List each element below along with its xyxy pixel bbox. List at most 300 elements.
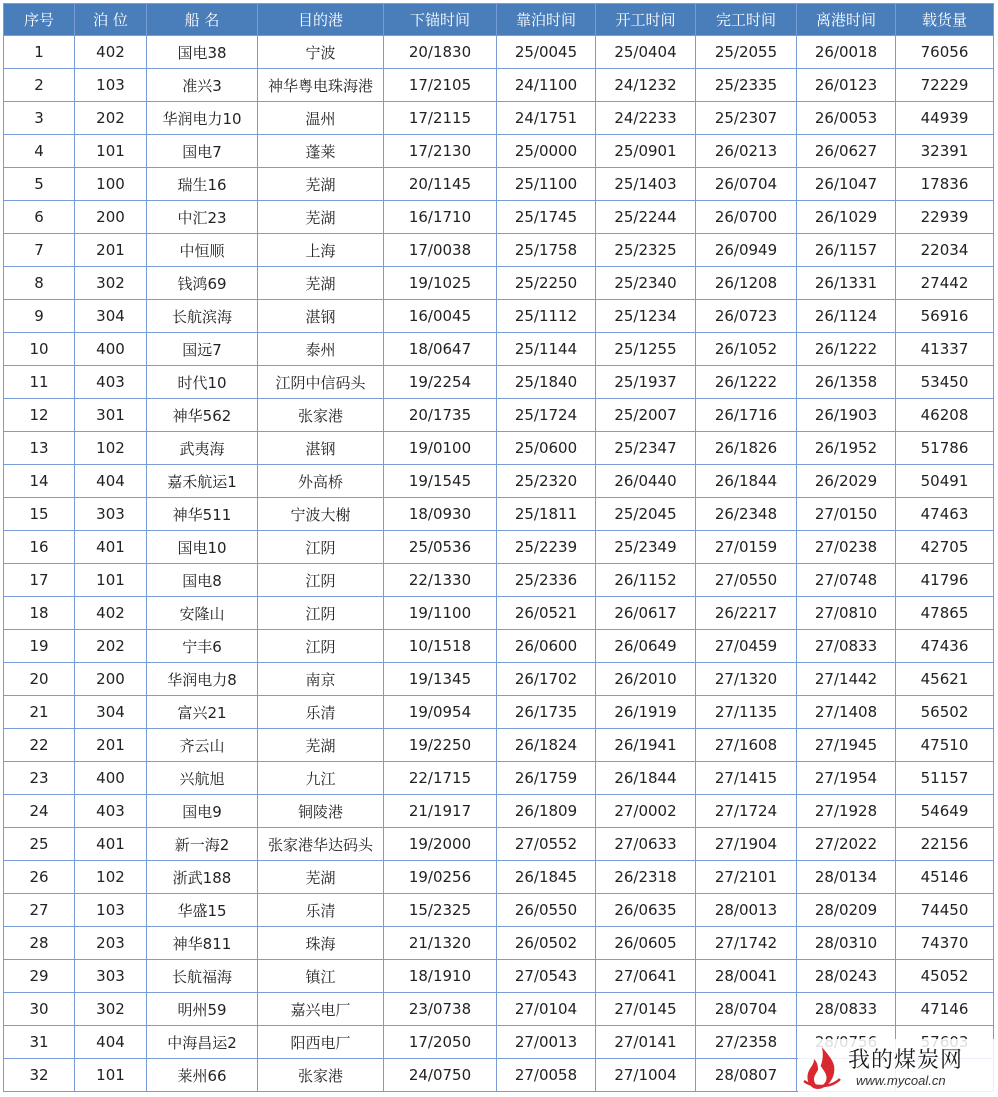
table-cell: 27/1135 — [696, 696, 797, 729]
table-cell: 26/1735 — [497, 696, 596, 729]
table-row — [4, 993, 994, 1026]
table-cell: 26/1826 — [696, 432, 797, 465]
table-cell: 24/1232 — [596, 69, 696, 102]
table-cell: 27/0833 — [797, 630, 896, 663]
table-cell: 27/1415 — [696, 762, 797, 795]
table-cell: 19/2254 — [384, 366, 497, 399]
table-cell: 26/0649 — [596, 630, 696, 663]
table-cell: 20 — [4, 663, 75, 696]
table-cell: 45621 — [896, 663, 994, 696]
table-row — [4, 432, 994, 465]
table-cell: 27 — [4, 894, 75, 927]
table-cell: 富兴21 — [147, 696, 258, 729]
table-cell: 404 — [75, 1026, 147, 1059]
table-cell: 27/2358 — [696, 1026, 797, 1059]
table-cell: 27/0058 — [497, 1059, 596, 1092]
table-cell: 30 — [4, 993, 75, 1026]
table-row — [4, 300, 994, 333]
table-cell: 张家港华达码头 — [258, 828, 384, 861]
table-cell: 19/2250 — [384, 729, 497, 762]
table-cell: 27/1904 — [696, 828, 797, 861]
table-cell: 19/1545 — [384, 465, 497, 498]
table-cell: 浙武188 — [147, 861, 258, 894]
column-header: 开工时间 — [596, 4, 696, 36]
table-cell: 10/1518 — [384, 630, 497, 663]
table-cell: 26/1358 — [797, 366, 896, 399]
table-cell: 24/1751 — [497, 102, 596, 135]
table-cell: 国电7 — [147, 135, 258, 168]
table-cell: 72229 — [896, 69, 994, 102]
table-cell: 47865 — [896, 597, 994, 630]
watermark — [798, 1039, 994, 1095]
table-cell: 泰州 — [258, 333, 384, 366]
table-cell: 47146 — [896, 993, 994, 1026]
table-cell: 103 — [75, 894, 147, 927]
table-row — [4, 234, 994, 267]
table-cell: 25/1811 — [497, 498, 596, 531]
table-cell: 26/1222 — [797, 333, 896, 366]
watermark-site-name: 我的煤炭网 — [848, 1048, 964, 1073]
table-cell: 74370 — [896, 927, 994, 960]
table-cell: 74450 — [896, 894, 994, 927]
table-cell: 长航福海 — [147, 960, 258, 993]
table-cell: 齐云山 — [147, 729, 258, 762]
column-header: 完工时间 — [696, 4, 797, 36]
table-cell: 9 — [4, 300, 75, 333]
table-cell: 28/0807 — [696, 1059, 797, 1092]
table-cell: 国电38 — [147, 36, 258, 69]
table-cell: 27/1608 — [696, 729, 797, 762]
watermark-url: www.mycoal.cn — [856, 1073, 946, 1088]
table-cell: 7 — [4, 234, 75, 267]
table-row — [4, 168, 994, 201]
table-cell: 400 — [75, 333, 147, 366]
table-cell: 27/0141 — [596, 1026, 696, 1059]
table-cell: 17/2105 — [384, 69, 497, 102]
table-cell: 4 — [4, 135, 75, 168]
table-body — [4, 36, 994, 1092]
table-cell: 45146 — [896, 861, 994, 894]
table-cell: 27/0159 — [696, 531, 797, 564]
table-cell: 400 — [75, 762, 147, 795]
table-cell: 21/1917 — [384, 795, 497, 828]
table-cell: 25/1403 — [596, 168, 696, 201]
table-row — [4, 696, 994, 729]
table-cell: 26/2217 — [696, 597, 797, 630]
table-cell: 26/0053 — [797, 102, 896, 135]
table-cell: 25/2055 — [696, 36, 797, 69]
table-cell: 26/2318 — [596, 861, 696, 894]
table-cell: 26/1919 — [596, 696, 696, 729]
table-cell: 27442 — [896, 267, 994, 300]
table-cell: 16 — [4, 531, 75, 564]
table-cell: 26/0123 — [797, 69, 896, 102]
table-cell: 101 — [75, 1059, 147, 1092]
table-cell: 27/1945 — [797, 729, 896, 762]
table-cell: 26/0635 — [596, 894, 696, 927]
table-cell: 神华811 — [147, 927, 258, 960]
table-cell: 17836 — [896, 168, 994, 201]
table-cell: 41337 — [896, 333, 994, 366]
table-cell: 26/1845 — [497, 861, 596, 894]
table-cell: 51157 — [896, 762, 994, 795]
table-cell: 26/1702 — [497, 663, 596, 696]
table-cell: 26/1716 — [696, 399, 797, 432]
table-row — [4, 267, 994, 300]
table-cell: 42705 — [896, 531, 994, 564]
table-cell: 外高桥 — [258, 465, 384, 498]
table-cell: 25/1112 — [497, 300, 596, 333]
table-cell: 25/0901 — [596, 135, 696, 168]
table-cell: 明州59 — [147, 993, 258, 1026]
table-cell: 25/1840 — [497, 366, 596, 399]
table-cell: 27/0543 — [497, 960, 596, 993]
table-row — [4, 927, 994, 960]
table-cell: 25/2250 — [497, 267, 596, 300]
table-cell: 国远7 — [147, 333, 258, 366]
table-cell: 安隆山 — [147, 597, 258, 630]
table-cell: 26/1222 — [696, 366, 797, 399]
table-cell: 102 — [75, 861, 147, 894]
table-cell: 长航滨海 — [147, 300, 258, 333]
table-cell: 8 — [4, 267, 75, 300]
table-cell: 200 — [75, 201, 147, 234]
table-cell: 17/2050 — [384, 1026, 497, 1059]
table-cell: 19/0100 — [384, 432, 497, 465]
table-cell: 27/0459 — [696, 630, 797, 663]
table-cell: 101 — [75, 135, 147, 168]
table-cell: 16/0045 — [384, 300, 497, 333]
table-cell: 302 — [75, 267, 147, 300]
column-header: 离港时间 — [797, 4, 896, 36]
table-cell: 26/0521 — [497, 597, 596, 630]
table-row — [4, 498, 994, 531]
table-cell: 27/2101 — [696, 861, 797, 894]
table-cell: 26/1124 — [797, 300, 896, 333]
table-cell: 26/0213 — [696, 135, 797, 168]
table-cell: 26/0550 — [497, 894, 596, 927]
table-cell: 2 — [4, 69, 75, 102]
table-cell: 芜湖 — [258, 729, 384, 762]
table-cell: 103 — [75, 69, 147, 102]
table-cell: 19/1100 — [384, 597, 497, 630]
table-cell: 25/2244 — [596, 201, 696, 234]
table-cell: 23 — [4, 762, 75, 795]
table-row — [4, 36, 994, 69]
table-cell: 26/1052 — [696, 333, 797, 366]
table-cell: 201 — [75, 234, 147, 267]
table-cell: 26/1759 — [497, 762, 596, 795]
table-header-row — [4, 4, 994, 36]
table-cell: 国电9 — [147, 795, 258, 828]
table-cell: 华盛15 — [147, 894, 258, 927]
table-cell: 25/1724 — [497, 399, 596, 432]
table-cell: 华润电力8 — [147, 663, 258, 696]
table-cell: 新一海2 — [147, 828, 258, 861]
table-cell: 25/1937 — [596, 366, 696, 399]
table-cell: 301 — [75, 399, 147, 432]
table-cell: 26/1208 — [696, 267, 797, 300]
table-cell: 26/1903 — [797, 399, 896, 432]
column-header: 船 名 — [147, 4, 258, 36]
table-cell: 26/0949 — [696, 234, 797, 267]
table-cell: 27/1004 — [596, 1059, 696, 1092]
table-cell: 25/0045 — [497, 36, 596, 69]
table-cell: 24/2233 — [596, 102, 696, 135]
table-cell: 湛钢 — [258, 432, 384, 465]
table-cell: 17/0038 — [384, 234, 497, 267]
table-cell: 202 — [75, 630, 147, 663]
table-cell: 26/0617 — [596, 597, 696, 630]
ship-schedule-table — [3, 3, 994, 1092]
table-cell: 3 — [4, 102, 75, 135]
table-cell: 102 — [75, 432, 147, 465]
table-cell: 32391 — [896, 135, 994, 168]
table-cell: 25/2320 — [497, 465, 596, 498]
table-row — [4, 960, 994, 993]
table-cell: 江阴 — [258, 597, 384, 630]
table-cell: 26/0605 — [596, 927, 696, 960]
table-cell: 100 — [75, 168, 147, 201]
table-cell: 上海 — [258, 234, 384, 267]
table-cell: 18/1910 — [384, 960, 497, 993]
table-cell: 25/2340 — [596, 267, 696, 300]
table-cell: 27/0748 — [797, 564, 896, 597]
table-cell: 22156 — [896, 828, 994, 861]
table-cell: 22/1715 — [384, 762, 497, 795]
table-cell: 25/2325 — [596, 234, 696, 267]
table-cell: 神华粤电珠海港 — [258, 69, 384, 102]
table-cell: 宁波大榭 — [258, 498, 384, 531]
table-cell: 宁波 — [258, 36, 384, 69]
table-cell: 兴航旭 — [147, 762, 258, 795]
table-cell: 302 — [75, 993, 147, 1026]
table-cell: 1 — [4, 36, 75, 69]
table-cell: 26/1152 — [596, 564, 696, 597]
table-cell: 25/1745 — [497, 201, 596, 234]
table-row — [4, 894, 994, 927]
table-cell: 56916 — [896, 300, 994, 333]
table-cell: 27/1928 — [797, 795, 896, 828]
table-cell: 203 — [75, 927, 147, 960]
table-cell: 28/0041 — [696, 960, 797, 993]
table-cell: 27/1442 — [797, 663, 896, 696]
table-cell: 402 — [75, 597, 147, 630]
table-cell: 27/0810 — [797, 597, 896, 630]
table-cell: 47436 — [896, 630, 994, 663]
table-cell: 27/0013 — [497, 1026, 596, 1059]
column-header: 载货量 — [896, 4, 994, 36]
table-cell: 28/0243 — [797, 960, 896, 993]
table-cell: 江阴中信码头 — [258, 366, 384, 399]
table-cell: 26/0627 — [797, 135, 896, 168]
table-cell: 402 — [75, 36, 147, 69]
table-row — [4, 630, 994, 663]
table-cell: 25/0600 — [497, 432, 596, 465]
table-cell: 28/0134 — [797, 861, 896, 894]
table-cell: 24 — [4, 795, 75, 828]
table-cell: 19 — [4, 630, 75, 663]
table-cell: 27/0145 — [596, 993, 696, 1026]
table-row — [4, 399, 994, 432]
table-cell: 32 — [4, 1059, 75, 1092]
table-row — [4, 663, 994, 696]
table-cell: 5 — [4, 168, 75, 201]
table-cell: 54649 — [896, 795, 994, 828]
table-cell: 24/1100 — [497, 69, 596, 102]
table-cell: 25/0536 — [384, 531, 497, 564]
table-cell: 45052 — [896, 960, 994, 993]
table-cell: 张家港 — [258, 1059, 384, 1092]
table-cell: 芜湖 — [258, 267, 384, 300]
table-cell: 19/1345 — [384, 663, 497, 696]
table-cell: 26/0704 — [696, 168, 797, 201]
table-cell: 28/0704 — [696, 993, 797, 1026]
table-cell: 27/1408 — [797, 696, 896, 729]
table-cell: 23/0738 — [384, 993, 497, 1026]
table-cell: 张家港 — [258, 399, 384, 432]
table-cell: 27/0238 — [797, 531, 896, 564]
table-row — [4, 135, 994, 168]
table-cell: 101 — [75, 564, 147, 597]
table-row — [4, 597, 994, 630]
table-cell: 27/1954 — [797, 762, 896, 795]
table-cell: 26/0018 — [797, 36, 896, 69]
table-cell: 江阴 — [258, 531, 384, 564]
table-row — [4, 201, 994, 234]
table-cell: 乐清 — [258, 696, 384, 729]
table-row — [4, 366, 994, 399]
table-cell: 中恒顺 — [147, 234, 258, 267]
table-cell: 15 — [4, 498, 75, 531]
table-cell: 神华511 — [147, 498, 258, 531]
table-cell: 25/2347 — [596, 432, 696, 465]
table-cell: 12 — [4, 399, 75, 432]
table-cell: 28/0209 — [797, 894, 896, 927]
table-cell: 18/0647 — [384, 333, 497, 366]
table-cell: 27/0002 — [596, 795, 696, 828]
table-cell: 中海昌运2 — [147, 1026, 258, 1059]
table-cell: 19/1025 — [384, 267, 497, 300]
table-cell: 珠海 — [258, 927, 384, 960]
table-cell: 31 — [4, 1026, 75, 1059]
table-cell: 28/0833 — [797, 993, 896, 1026]
table-cell: 18 — [4, 597, 75, 630]
table-cell: 17/2130 — [384, 135, 497, 168]
table-cell: 宁丰6 — [147, 630, 258, 663]
column-header: 泊 位 — [75, 4, 147, 36]
table-cell: 22 — [4, 729, 75, 762]
table-cell: 时代10 — [147, 366, 258, 399]
table-cell: 国电10 — [147, 531, 258, 564]
table-cell: 24/0750 — [384, 1059, 497, 1092]
table-cell: 25/2335 — [696, 69, 797, 102]
table-cell: 200 — [75, 663, 147, 696]
table-cell: 22939 — [896, 201, 994, 234]
table-cell: 6 — [4, 201, 75, 234]
table-cell: 27/0104 — [497, 993, 596, 1026]
table-cell: 11 — [4, 366, 75, 399]
table-cell: 26/1844 — [596, 762, 696, 795]
column-header: 目的港 — [258, 4, 384, 36]
table-cell: 76056 — [896, 36, 994, 69]
table-cell: 19/0256 — [384, 861, 497, 894]
table-row — [4, 795, 994, 828]
table-cell: 16/1710 — [384, 201, 497, 234]
table-cell: 27/0150 — [797, 498, 896, 531]
table-cell: 17 — [4, 564, 75, 597]
table-cell: 404 — [75, 465, 147, 498]
table-cell: 湛钢 — [258, 300, 384, 333]
table-cell: 47510 — [896, 729, 994, 762]
table-cell: 25/0404 — [596, 36, 696, 69]
table-row — [4, 828, 994, 861]
table-cell: 20/1830 — [384, 36, 497, 69]
table-cell: 25/2349 — [596, 531, 696, 564]
table-cell: 钱鸿69 — [147, 267, 258, 300]
table-cell: 26 — [4, 861, 75, 894]
table-cell: 14 — [4, 465, 75, 498]
table-cell: 芜湖 — [258, 168, 384, 201]
table-cell: 51786 — [896, 432, 994, 465]
table-cell: 25 — [4, 828, 75, 861]
table-cell: 26/1824 — [497, 729, 596, 762]
table-cell: 25/1255 — [596, 333, 696, 366]
table-row — [4, 762, 994, 795]
table-cell: 19/0954 — [384, 696, 497, 729]
table-row — [4, 861, 994, 894]
table-row — [4, 69, 994, 102]
table-container — [3, 3, 994, 1092]
table-cell: 10 — [4, 333, 75, 366]
table-cell: 25/1100 — [497, 168, 596, 201]
table-cell: 46208 — [896, 399, 994, 432]
table-cell: 26/2348 — [696, 498, 797, 531]
table-cell: 53450 — [896, 366, 994, 399]
table-cell: 17/2115 — [384, 102, 497, 135]
flame-logo-icon — [800, 1045, 844, 1091]
table-cell: 41796 — [896, 564, 994, 597]
table-cell: 403 — [75, 795, 147, 828]
table-cell: 25/1758 — [497, 234, 596, 267]
table-cell: 47463 — [896, 498, 994, 531]
table-cell: 国电8 — [147, 564, 258, 597]
table-cell: 26/1952 — [797, 432, 896, 465]
table-cell: 温州 — [258, 102, 384, 135]
table-cell: 26/2029 — [797, 465, 896, 498]
table-cell: 芜湖 — [258, 861, 384, 894]
table-cell: 26/1047 — [797, 168, 896, 201]
table-row — [4, 729, 994, 762]
table-cell: 准兴3 — [147, 69, 258, 102]
table-cell: 蓬莱 — [258, 135, 384, 168]
table-cell: 21/1320 — [384, 927, 497, 960]
table-cell: 22034 — [896, 234, 994, 267]
table-cell: 25/2307 — [696, 102, 797, 135]
table-cell: 201 — [75, 729, 147, 762]
table-cell: 26/1941 — [596, 729, 696, 762]
table-cell: 九江 — [258, 762, 384, 795]
table-cell: 27/0552 — [497, 828, 596, 861]
table-cell: 26/0723 — [696, 300, 797, 333]
table-cell: 25/1234 — [596, 300, 696, 333]
table-cell: 26/1844 — [696, 465, 797, 498]
table-row — [4, 564, 994, 597]
table-cell: 26/1809 — [497, 795, 596, 828]
table-cell: 27/1724 — [696, 795, 797, 828]
table-cell: 江阴 — [258, 564, 384, 597]
table-row — [4, 333, 994, 366]
